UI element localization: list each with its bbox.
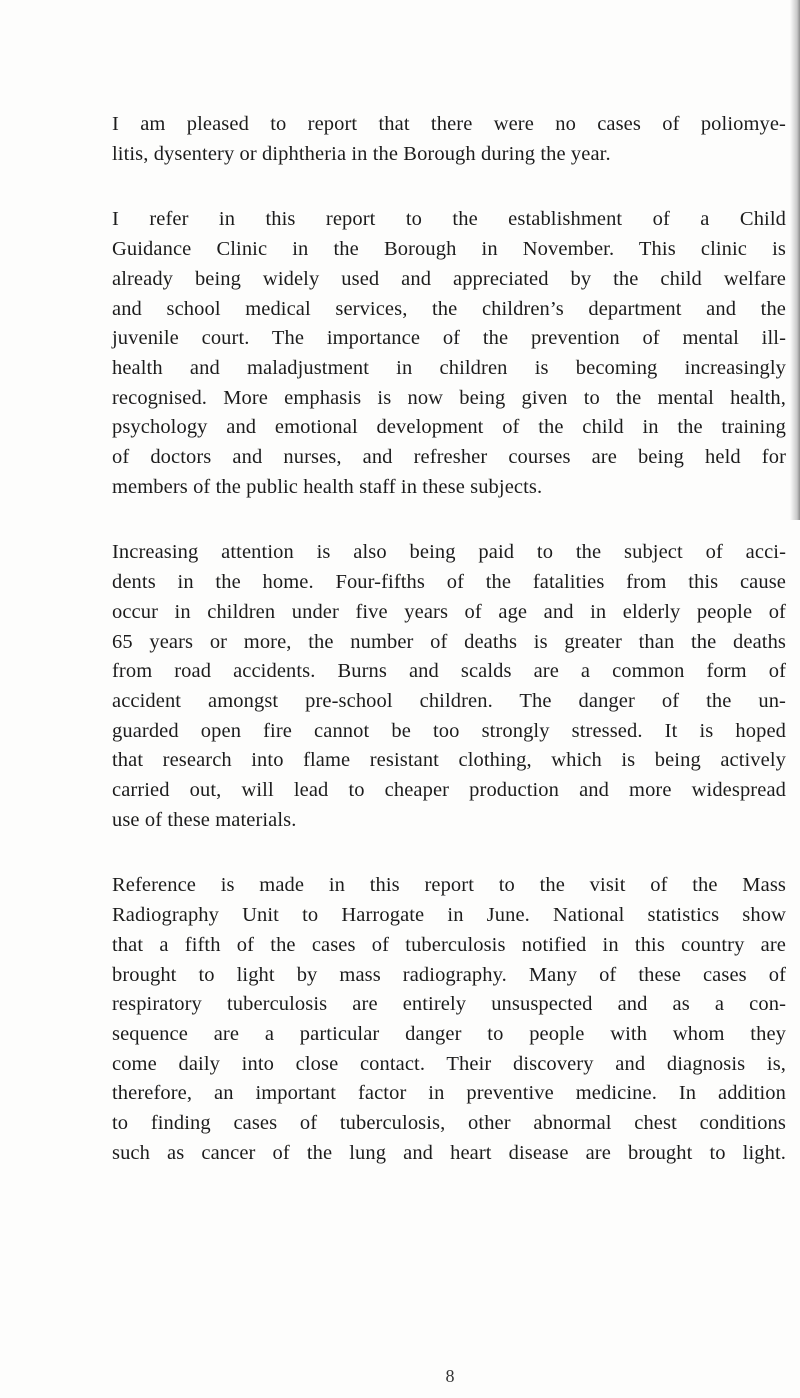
paragraph-3 (112, 538, 786, 835)
paragraph-3-line-1: Increasing attention is also being paid to the subject of acci- (112, 541, 786, 564)
body-text (112, 110, 786, 1205)
paragraph-4-line-3: that a fifth of the cases of tuberculosis notified in this country are (112, 933, 786, 956)
paragraph-2-line-1: I refer in this report to the establishment of a Child (112, 208, 786, 231)
paragraph-2-line-8: psychology and emotional development of the child in the training (112, 416, 786, 439)
paragraph-2-line-6: health and maladjustment in children is becoming increasingly (112, 356, 786, 379)
paragraph-3-line-7: guarded open fire cannot be too strongly stressed. It is hoped (112, 719, 786, 742)
paragraph-1-line-2: litis, dysentery or diphtheria in the Borough during the year. (112, 142, 611, 165)
paragraph-2-line-4: and school medical services, the children’s department and the (112, 297, 786, 320)
paragraph-4-line-10: such as cancer of the lung and heart disease are brought to light. (112, 1141, 786, 1164)
paragraph-4-line-9: to finding cases of tuberculosis, other abnormal chest conditions (112, 1112, 786, 1135)
paragraph-4-line-4: brought to light by mass radiography. Many of these cases of (112, 963, 786, 986)
paragraph-1 (112, 110, 786, 169)
paragraph-3-line-2: dents in the home. Four-fifths of the fatalities from this cause (112, 571, 786, 594)
paragraph-2-line-5: juvenile court. The importance of the prevention of mental ill- (112, 327, 786, 350)
paragraph-2 (112, 205, 786, 502)
paragraph-3-line-9: carried out, will lead to cheaper production and more widespread (112, 779, 786, 802)
paragraph-2-line-9: of doctors and nurses, and refresher courses are being held for (112, 446, 786, 469)
paragraph-4-line-7: come daily into close contact. Their discovery and diagnosis is, (112, 1052, 786, 1075)
paragraph-4-line-6: sequence are a particular danger to people with whom they (112, 1022, 786, 1045)
paragraph-2-line-3: already being widely used and appreciated by the child welfare (112, 267, 786, 290)
page-number: 8 (445, 1366, 455, 1386)
paragraph-2-line-10: members of the public health staff in these subjects. (112, 475, 543, 498)
paragraph-4 (112, 871, 786, 1168)
paragraph-3-line-10: use of these materials. (112, 808, 297, 831)
page-edge-shadow (790, 0, 800, 520)
paragraph-2-line-2: Guidance Clinic in the Borough in November. This clinic is (112, 238, 786, 261)
paragraph-3-line-5: from road accidents. Burns and scalds are a common form of (112, 660, 786, 683)
paragraph-4-line-2: Radiography Unit to Harrogate in June. National statistics show (112, 904, 786, 927)
paragraph-4-line-8: therefore, an important factor in preventive medicine. In addition (112, 1082, 786, 1105)
paragraph-3-line-3: occur in children under five years of age and in elderly people of (112, 600, 786, 623)
paragraph-3-line-6: accident amongst pre-school children. The danger of the un- (112, 689, 786, 712)
paragraph-2-line-7: recognised. More emphasis is now being given to the mental health, (112, 386, 786, 409)
paragraph-1-line-1: I am pleased to report that there were no cases of poliomye- (112, 113, 786, 135)
paragraph-4-line-5: respiratory tuberculosis are entirely unsuspected and as a con- (112, 993, 786, 1016)
paragraph-3-line-8: that research into flame resistant clothing, which is being actively (112, 749, 786, 772)
paragraph-4-line-1: Reference is made in this report to the visit of the Mass (112, 874, 786, 897)
paragraph-3-line-4: 65 years or more, the number of deaths is greater than the deaths (112, 630, 786, 653)
